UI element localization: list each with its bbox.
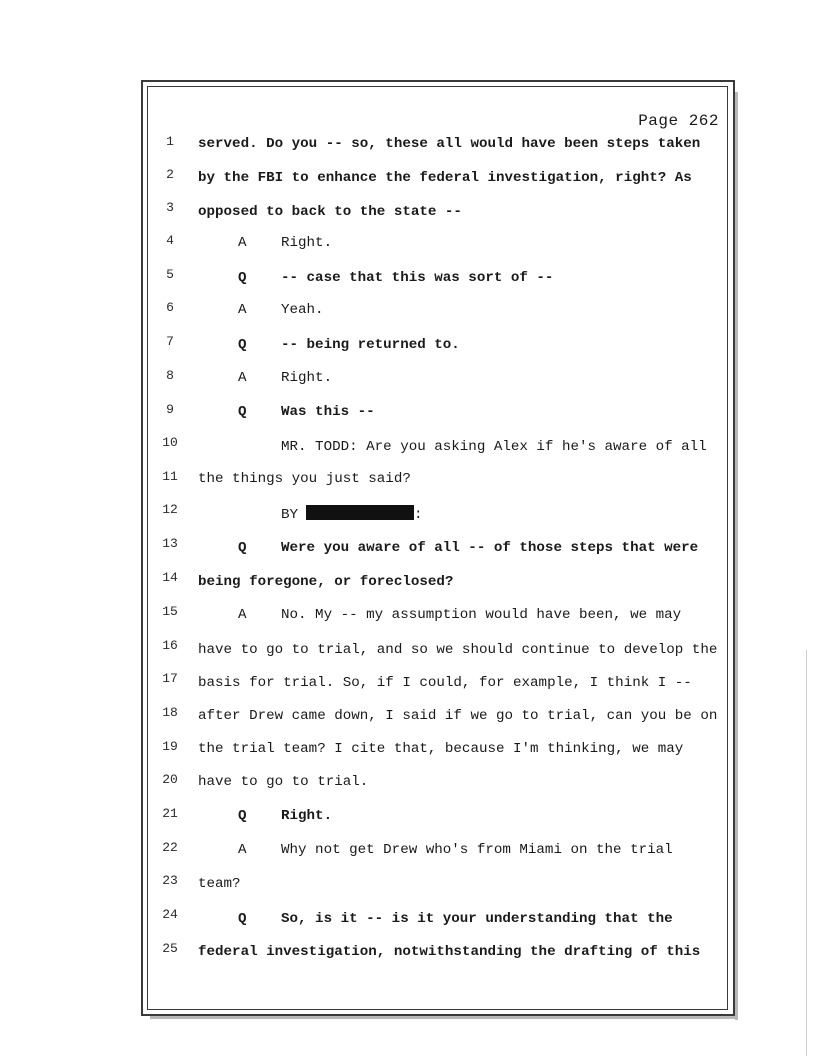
by-line <box>281 505 423 523</box>
speaker-marker: Q <box>238 540 247 556</box>
speaker-marker: Q <box>238 808 247 824</box>
line-number: 3 <box>166 200 174 215</box>
transcript-line: opposed to back to the state -- <box>198 204 462 220</box>
transcript-line: Why not get Drew who's from Miami on the trial <box>281 842 673 858</box>
speaker-marker: Q <box>238 270 247 286</box>
transcript-line: being foregone, or foreclosed? <box>198 574 454 590</box>
line-number: 6 <box>166 300 174 315</box>
frame-shadow-right <box>735 92 738 1020</box>
speaker-marker: A <box>238 370 247 386</box>
transcript-line: basis for trial. So, if I could, for example, I think I -- <box>198 675 692 691</box>
transcript-line: after Drew came down, I said if we go to trial, can you be on <box>198 708 718 724</box>
line-number: 8 <box>166 368 174 383</box>
transcript-line: -- case that this was sort of -- <box>281 270 554 286</box>
transcript-line: No. My -- my assumption would have been, we may <box>281 607 682 623</box>
line-number: 12 <box>162 502 178 517</box>
line-number: 14 <box>162 570 178 585</box>
page-number: Page 262 <box>638 112 719 130</box>
line-number: 17 <box>162 671 178 686</box>
line-number: 1 <box>166 134 174 149</box>
line-number: 7 <box>166 334 174 349</box>
speaker-marker: A <box>238 235 247 251</box>
line-number: 15 <box>162 604 178 619</box>
speaker-marker: Q <box>238 404 247 420</box>
by-label: BY <box>281 507 299 523</box>
speaker-marker: A <box>238 302 247 318</box>
line-number: 2 <box>166 167 174 182</box>
transcript-line: So, is it -- is it your understanding that the <box>281 911 673 927</box>
transcript-line: have to go to trial. <box>198 774 369 790</box>
by-colon: : <box>414 507 423 523</box>
redaction-bar <box>306 505 414 520</box>
transcript-line: MR. TODD: Are you asking Alex if he's aware of all <box>281 439 707 455</box>
line-number: 13 <box>162 536 178 551</box>
transcript-line: Yeah. <box>281 302 324 318</box>
scan-edge-line <box>806 650 807 1056</box>
frame-shadow-bottom <box>150 1016 738 1019</box>
transcript-line: Was this -- <box>281 404 375 420</box>
line-number: 5 <box>166 267 174 282</box>
line-number: 10 <box>162 435 178 450</box>
transcript-line: have to go to trial, and so we should continue to develop the <box>198 642 718 658</box>
transcript-line: the things you just said? <box>198 471 411 487</box>
transcript-line: Right. <box>281 808 333 824</box>
speaker-marker: Q <box>238 337 247 353</box>
line-number: 21 <box>162 806 178 821</box>
speaker-marker: Q <box>238 911 247 927</box>
line-number: 11 <box>162 469 178 484</box>
transcript-line: -- being returned to. <box>281 337 460 353</box>
line-number: 23 <box>162 873 178 888</box>
line-number: 24 <box>162 907 178 922</box>
transcript-line: Were you aware of all -- of those steps that were <box>281 540 699 556</box>
line-number: 18 <box>162 705 178 720</box>
transcript-line: Right. <box>281 370 333 386</box>
transcript-line: served. Do you -- so, these all would have been steps taken <box>198 136 701 152</box>
transcript-line: Right. <box>281 235 333 251</box>
line-number: 19 <box>162 739 178 754</box>
line-number: 20 <box>162 772 178 787</box>
line-number: 4 <box>166 233 174 248</box>
transcript-line: by the FBI to enhance the federal investigation, right? As <box>198 170 692 186</box>
line-number: 9 <box>166 402 174 417</box>
line-number: 16 <box>162 638 178 653</box>
transcript-line: the trial team? I cite that, because I'm thinking, we may <box>198 741 684 757</box>
speaker-marker: A <box>238 607 247 623</box>
transcript-line: federal investigation, notwithstanding the drafting of this <box>198 944 701 960</box>
line-number: 22 <box>162 840 178 855</box>
speaker-marker: A <box>238 842 247 858</box>
line-number: 25 <box>162 941 178 956</box>
transcript-line: team? <box>198 876 241 892</box>
